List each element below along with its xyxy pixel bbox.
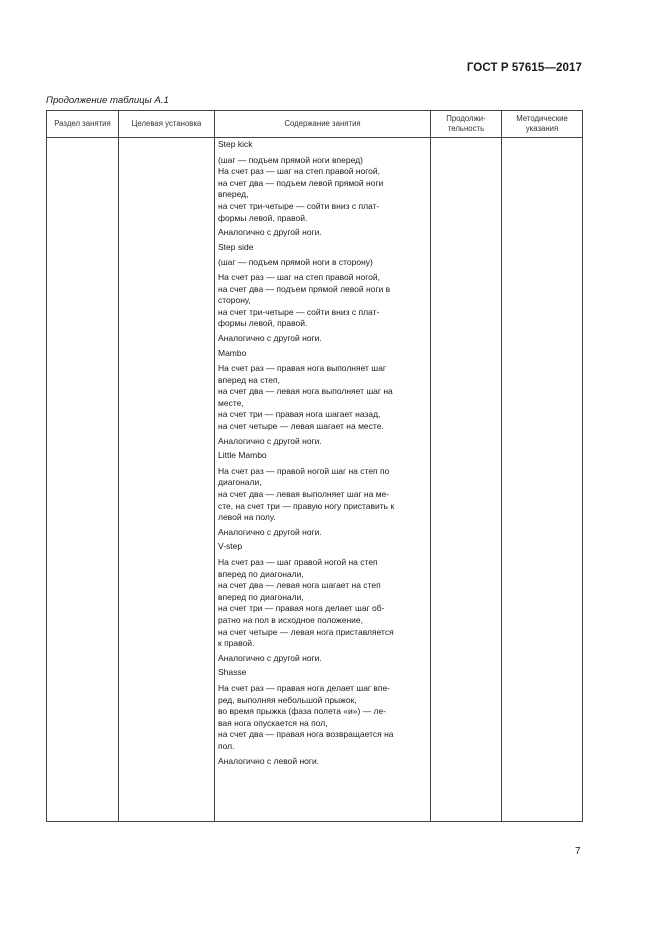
cell-duration xyxy=(431,138,502,822)
exercise-note: Аналогично с другой ноги. xyxy=(218,526,322,537)
table-row xyxy=(47,138,583,822)
col-header-duration: Продолжи-тельность xyxy=(431,111,502,138)
page-number: 7 xyxy=(575,846,581,857)
exercise-note: Аналогично с левой ноги. xyxy=(218,755,320,766)
cell-section xyxy=(47,138,119,822)
exercise-title: V-step xyxy=(218,541,243,552)
lesson-table xyxy=(46,110,583,822)
exercise-note: Аналогично с другой ноги. xyxy=(218,652,322,663)
exercise-description: На счет раз — правая нога делает шаг впе- ред, выполняя небольшой прыжок, во время прыжка (фаза полета «и») — ле- вая нога опускается на пол, на счет два — правая нога возвращается на пол. xyxy=(218,682,394,751)
cell-content xyxy=(215,138,431,822)
table-header-row xyxy=(47,111,583,138)
col-header-guidelines: Методические указания xyxy=(502,111,583,138)
exercise-note: Аналогично с другой ноги. xyxy=(218,435,322,446)
cell-guidelines xyxy=(502,138,583,822)
exercise-description: (шаг — подъем прямой ноги вперед) На счет раз — шаг на степ правой ногой, на счет два — подъем левой прямой ноги вперед, на счет три-четыре — сойти вниз с плат- формы левой, правой. xyxy=(218,154,384,223)
cell-goal xyxy=(119,138,215,822)
col-header-goal: Целевая установка xyxy=(119,111,215,138)
exercise-title: Little Mambo xyxy=(218,450,267,461)
exercise-note: Аналогично с другой ноги. xyxy=(218,227,322,238)
standard-code: ГОСТ Р 57615—2017 xyxy=(466,62,582,74)
exercise-title: Step kick xyxy=(218,139,253,149)
col-header-section: Раздел занятия xyxy=(47,111,119,138)
exercise-description: На счет раз — шаг правой ногой на степ вперед по диагонали, на счет два — левая нога шагает на степ вперед по диагонали, на счет три — правая нога делает шаг об- ратно на пол в исходное положение, на счет четыре — левая нога приставляется к правой. xyxy=(218,557,394,649)
exercise-subtitle: (шаг — подъем прямой ноги в сторону) xyxy=(218,257,373,268)
col-header-content: Содержание занятия xyxy=(215,111,431,138)
table-caption: Продолжение таблицы А.1 xyxy=(46,95,169,106)
exercise-description: На счет раз — шаг на степ правой ногой, на счет два — подъем прямой левой ноги в сторону, на счет три-четыре — сойти вниз с плат- формы левой, правой. xyxy=(218,271,391,329)
exercise-title: Step side xyxy=(218,241,254,252)
exercise-description: На счет раз — правой ногой шаг на степ по диагонали, на счет два — левая выполняет шаг на ме- сте, на счет три — правую ногу приставить к левой на полу. xyxy=(218,465,395,523)
exercise-title: Shasse xyxy=(218,667,247,678)
exercise-description: На счет раз — правая нога выполняет шаг вперед на степ, на счет два — левая нога выполняет шаг на месте, на счет три — правая нога шагает назад, на счет четыре — левая шагает на месте. xyxy=(218,363,393,432)
exercise-title: Mambo xyxy=(218,347,247,358)
exercise-note: Аналогично с другой ноги. xyxy=(218,332,322,343)
